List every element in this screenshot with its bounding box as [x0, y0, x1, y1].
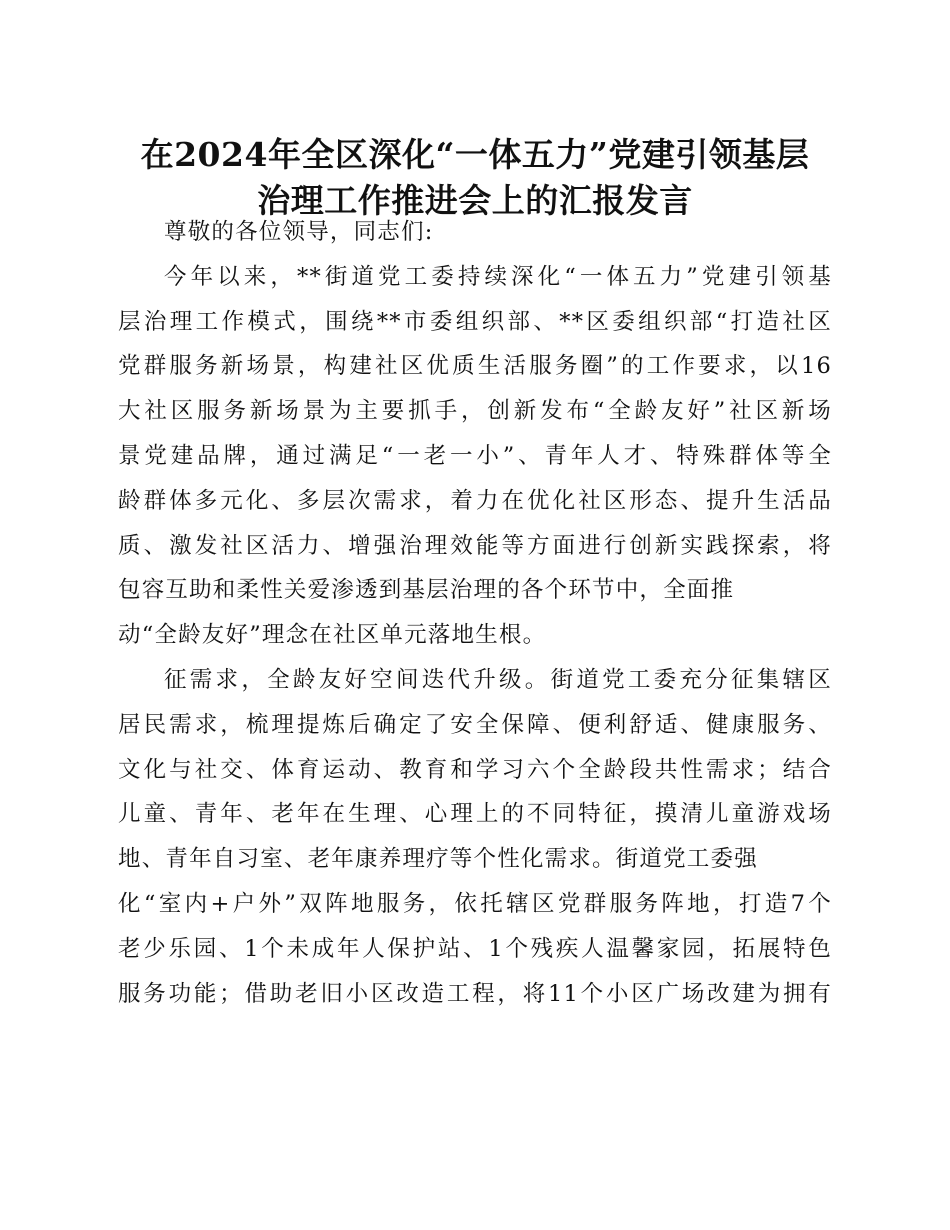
paragraph-2-line-5: 地、青年自习室、老年康养理疗等个性化需求。街道党工委强	[118, 846, 758, 873]
paragraph-2-line-8: 服务功能；借助老旧小区改造工程，将11个小区广场改建为拥有	[118, 980, 832, 1007]
paragraph-2-line-2: 居民需求，梳理提炼后确定了安全保障、便利舒适、健康服务、	[118, 711, 832, 738]
paragraph-2-line-4: 儿童、青年、老年在生理、心理上的不同特征，摸清儿童游戏场	[118, 801, 832, 828]
paragraph-1-line-5: 景党建品牌，通过满足“一老一小”、青年人才、特殊群体等全	[118, 442, 832, 469]
paragraph-1-line-1: 今年以来，**街道党工委持续深化“一体五力”党建引领基	[164, 263, 832, 290]
title-line-1: 在2024年全区深化“一体五力”党建引领基层	[140, 135, 810, 174]
paragraph-1-line-7: 质、激发社区活力、增强治理效能等方面进行创新实践探索，将	[118, 532, 832, 559]
salutation: 尊敬的各位领导，同志们:	[164, 219, 434, 245]
paragraph-1-line-8: 包容互助和柔性关爱渗透到基层治理的各个环节中，全面推	[118, 577, 735, 604]
paragraph-1-line-9: 动“全龄友好”理念在社区单元落地生根。	[118, 622, 547, 649]
paragraph-2-line-6: 化“室内+户外”双阵地服务，依托辖区党群服务阵地，打造7个	[118, 890, 832, 917]
document-body	[118, 210, 832, 1016]
paragraph-2-line-3: 文化与社交、体育运动、教育和学习六个全龄段共性需求；结合	[118, 756, 832, 783]
paragraph-1-line-3: 党群服务新场景，构建社区优质生活服务圈”的工作要求，以16	[118, 353, 832, 380]
paragraph-1-line-2: 层治理工作模式，围绕**市委组织部、**区委组织部“打造社区	[118, 308, 832, 335]
paragraph-2-line-1: 征需求，全龄友好空间迭代升级。街道党工委充分征集辖区	[164, 666, 832, 693]
paragraph-1-line-4: 大社区服务新场景为主要抓手，创新发布“全龄友好”社区新场	[118, 398, 832, 425]
title-line-2: 治理工作推进会上的汇报发言	[257, 181, 693, 220]
paragraph-2-line-7: 老少乐园、1个未成年人保护站、1个残疾人温馨家园，拓展特色	[118, 935, 832, 962]
paragraph-1-line-6: 龄群体多元化、多层次需求，着力在优化社区形态、提升生活品	[118, 487, 832, 514]
